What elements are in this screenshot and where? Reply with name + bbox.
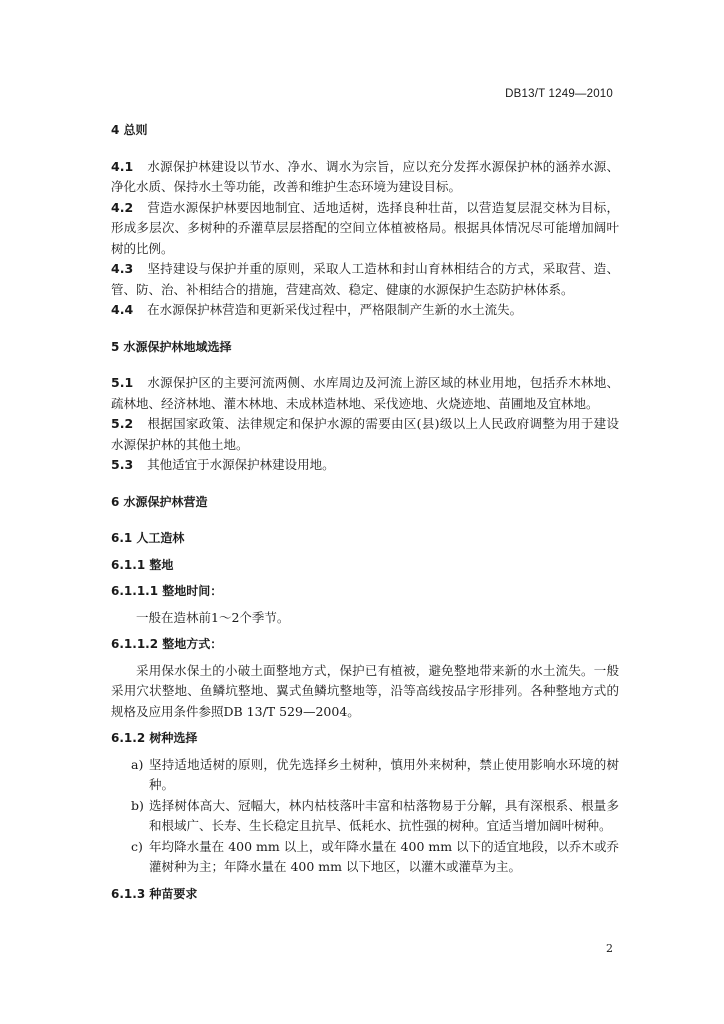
document-code: DB13/T 1249—2010 (505, 88, 613, 100)
clause-text: 在水源保护林营造和更新采伐过程中，严格限制产生新的水土流失。 (147, 302, 523, 317)
section-6-1-3-heading: 6.1.3 种苗要求 (111, 886, 198, 901)
clause-4-4 (111, 300, 619, 321)
section-6-1-2-heading: 6.1.2 树种选择 (111, 731, 198, 745)
clause-text: 其他适宜于水源保护林建设用地。 (147, 457, 335, 472)
list-item-a (111, 755, 619, 796)
clause-number: 4.4 (111, 302, 134, 317)
clause-4-2 (111, 198, 619, 260)
list-marker: c) (131, 838, 143, 854)
section-4-heading: 4 总则 (111, 123, 148, 137)
list-text: 选择树体高大、冠幅大，林内枯枝落叶丰富和枯落物易于分解，具有深根系、根量多和根域广、长寿、生长稳定且抗旱、低耗水、抗性强的树种。宜适当增加阔叶树种。 (149, 797, 619, 833)
list-marker: a) (131, 756, 144, 772)
section-6-1-1-2-heading: 6.1.1.2 整地方式： (111, 637, 223, 651)
paragraph-soil-prep-method: 采用保水保土的小破土面整地方式，保护已有植被，避免整地带来新的水土流失。一般采用穴状整地、鱼鳞坑整地、翼式鱼鳞坑整地等，沿等高线按品字形排列。各种整地方式的规格及应用条件参照DB 13/T 529—2004。 (111, 662, 619, 719)
clause-5-2 (111, 414, 619, 455)
clause-text: 水源保护区的主要河流两侧、水库周边及河流上游区域的林业用地，包括乔木林地、疏林地、经济林地、灌木林地、未成林造林地、采伐迹地、火烧迹地、苗圃地及宜林地。 (111, 375, 619, 411)
clause-text: 根据国家政策、法律规定和保护水源的需要由区(县)级以上人民政府调整为用于建设水源保护林的其他土地。 (111, 416, 619, 452)
page-number: 2 (606, 942, 613, 955)
section-6-1-1-1-heading: 6.1.1.1 整地时间： (111, 584, 223, 598)
clause-number: 5.2 (111, 416, 134, 431)
section-6-heading: 6 水源保护林营造 (111, 494, 208, 509)
clause-text: 坚持建设与保护并重的原则，采取人工造林和封山育林相结合的方式，采取营、造、管、防、治、补相结合的措施，营建高效、稳定、健康的水源保护生态防护林体系。 (111, 261, 619, 297)
clause-4-3 (111, 259, 619, 300)
section-5-heading: 5 水源保护林地域选择 (111, 339, 232, 354)
clause-number: 4.1 (111, 158, 134, 174)
section-6-1-heading: 6.1 人工造林 (111, 531, 185, 545)
list-text: 年均降水量在 400 mm 以上，或年降水量在 400 mm 以下的适宜地段，以乔木或乔灌树种为主；年降水量在 400 mm 以下地区，以灌木或灌草为主。 (149, 838, 619, 874)
clause-5-1 (111, 373, 619, 414)
list-marker: b) (131, 797, 144, 813)
clause-5-3 (111, 455, 619, 476)
clause-number: 5.1 (111, 375, 134, 390)
section-6-1-1-heading: 6.1.1 整地 (111, 557, 174, 572)
list-item-b (111, 796, 619, 837)
document-body (111, 120, 619, 910)
clause-text: 水源保护林建设以节水、净水、调水为宗旨，应以充分发挥水源保护林的涵养水源、净化水质、保持水土等功能，改善和维护生态环境为建设目标。 (111, 158, 619, 194)
list-text: 坚持适地适树的原则，优先选择乡土树种，慎用外来树种，禁止使用影响水环境的树种。 (149, 756, 619, 792)
clause-text: 营造水源保护林要因地制宜、适地适树，选择良种壮苗，以营造复层混交林为目标，形成多层次、多树种的乔灌草层层搭配的空间立体植被格局。根据具体情况尽可能增加阔叶树的比例。 (111, 199, 619, 256)
clause-number: 4.2 (111, 199, 134, 215)
clause-number: 5.3 (111, 457, 134, 472)
list-item-c (111, 837, 619, 878)
clause-4-1 (111, 157, 619, 198)
clause-number: 4.3 (111, 261, 134, 276)
paragraph-soil-prep-time: 一般在造林前1～2个季节。 (136, 609, 290, 625)
